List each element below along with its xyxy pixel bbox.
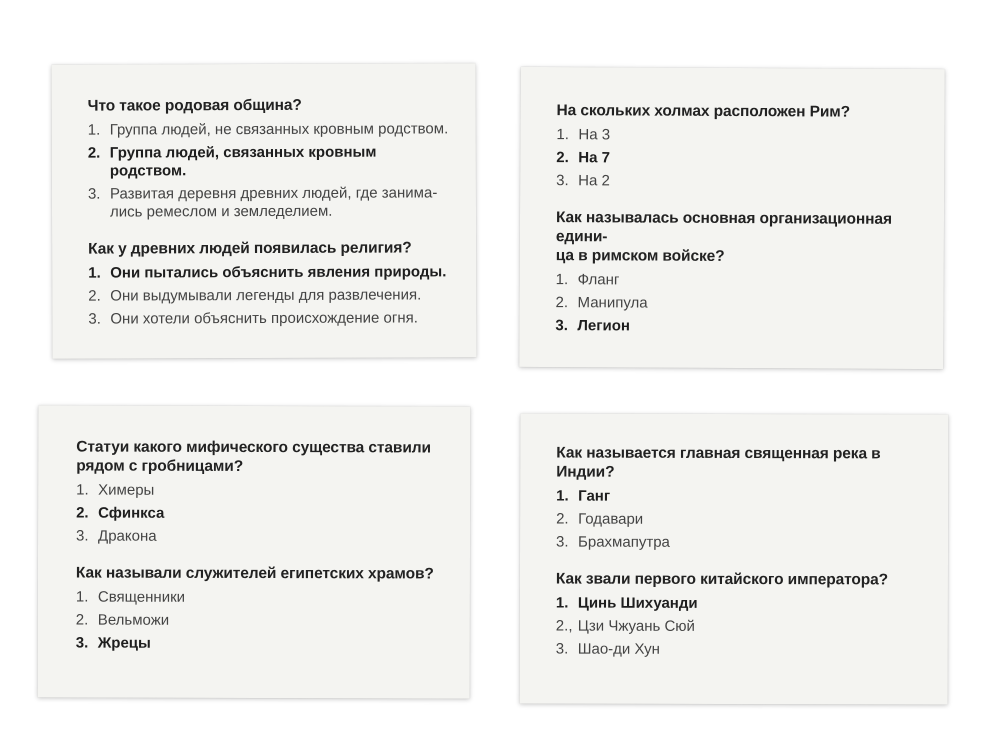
answer-text: Развитая деревня древних людей, где занима- лись ремеслом и земледелием.: [109, 184, 438, 221]
answer-number: 3.: [556, 172, 569, 190]
answer-text: Цзи Чжуань Сюй: [577, 617, 695, 635]
answer-list: [555, 271, 923, 337]
answer-option: [556, 534, 928, 553]
answer-number: 2.: [88, 287, 101, 305]
answer-number: 2.,: [555, 617, 573, 635]
answer-number: 3.: [88, 310, 101, 328]
answer-text: Ганг: [578, 487, 611, 505]
answer-number: 1.: [75, 588, 89, 606]
question-text: На скольких холмах расположен Рим?: [556, 102, 851, 121]
question-text: Как называли служителей египетских храмов?: [75, 564, 434, 583]
answer-text: На 3: [578, 126, 611, 144]
answer-number: 1.: [556, 126, 569, 144]
answer-text: Легион: [577, 317, 631, 335]
answer-list: [88, 263, 456, 328]
answer-option: [76, 589, 450, 608]
question-text: Как у древних людей появилась религия?: [88, 239, 412, 258]
question-block: [88, 238, 456, 328]
answer-option-correct: [555, 317, 923, 337]
answer-option-correct: [556, 149, 924, 169]
answer-option: [556, 294, 924, 314]
answer-text: Они выдумывали легенды для развлечения.: [110, 286, 422, 305]
answer-text: Они хотели объяснить происхождение огня.: [110, 309, 418, 328]
question-block: [556, 101, 924, 192]
question-block: [76, 438, 450, 547]
answer-number: 3.: [556, 533, 569, 551]
answer-option: [88, 184, 456, 221]
question-text: Как называется главная священная река в Индии?: [556, 444, 881, 481]
answer-option: [556, 271, 924, 291]
answer-number: 2.: [75, 611, 89, 629]
answer-number: 1.: [555, 594, 569, 612]
quiz-card-2: [519, 67, 945, 369]
answer-text: Сфинкса: [98, 504, 165, 522]
answer-option: [556, 126, 924, 146]
question-text: Статуи какого мифического существа ставили рядом с гробницами?: [76, 438, 431, 475]
question-text: Что такое родовая община?: [87, 96, 302, 115]
answer-option: [556, 172, 924, 192]
answer-number: 2.: [556, 149, 569, 167]
answer-number: 1.: [76, 481, 89, 499]
answer-number: 2.: [555, 294, 569, 312]
answer-list: [556, 488, 928, 553]
answer-text: Манипула: [577, 294, 648, 312]
question-block: [88, 95, 456, 221]
answer-text: На 2: [578, 172, 610, 190]
answer-number: 3.: [555, 640, 569, 658]
answer-option: [76, 612, 450, 631]
answer-text: Годавари: [578, 510, 644, 528]
answer-number: 3.: [87, 185, 101, 203]
answer-option: [556, 511, 928, 530]
answer-text: Группа людей, не связанных кровным родством.: [109, 120, 449, 139]
answer-number: 3.: [75, 634, 89, 652]
answer-text: Группа людей, связанных кровным родством.: [109, 143, 377, 180]
answer-number: 2.: [76, 504, 89, 522]
answer-option-correct: [88, 143, 456, 180]
answer-number: 3.: [555, 317, 568, 335]
question-block: [555, 208, 924, 337]
answer-option-correct: [556, 595, 928, 614]
quiz-card-3: [38, 405, 471, 698]
answer-text: На 7: [578, 149, 611, 167]
answer-number: 3.: [76, 527, 89, 545]
answer-option: [76, 482, 450, 501]
answer-number: 1.: [555, 271, 569, 289]
answer-text: Священники: [97, 588, 186, 606]
question-block: [556, 444, 928, 553]
answer-text: Цинь Шихуанди: [577, 594, 698, 612]
answer-list: [556, 595, 928, 660]
answer-list: [76, 589, 450, 654]
answer-text: Фланг: [577, 271, 620, 289]
question-block: [556, 570, 928, 660]
answer-number: 2.: [556, 510, 569, 528]
answer-text: Химеры: [98, 481, 155, 499]
answer-option: [556, 618, 928, 637]
answer-option: [88, 309, 456, 328]
answer-option-correct: [556, 488, 928, 507]
answer-number: 1.: [556, 487, 569, 505]
quiz-card-4: [520, 413, 949, 704]
question-text: Как звали первого китайского императора?: [555, 570, 889, 589]
question-text: Как называлась основная организационная едини- ца в римском войске?: [555, 209, 892, 265]
answer-option: [556, 641, 928, 660]
answer-option: [88, 120, 456, 139]
answer-option: [88, 286, 456, 305]
answer-option-correct: [76, 635, 450, 654]
answer-text: Дракона: [98, 527, 157, 545]
answer-text: Шао-ди Хун: [577, 640, 660, 658]
quiz-card-1: [51, 63, 476, 358]
answer-option: [76, 528, 450, 547]
answer-list: [88, 120, 456, 221]
answer-list: [76, 482, 450, 547]
answer-list: [556, 126, 924, 192]
answer-text: Жрецы: [97, 634, 151, 652]
answer-text: Они пытались объяснить явления природы.: [110, 263, 447, 282]
answer-number: 2.: [87, 144, 101, 162]
answer-text: Брахмапутра: [578, 533, 670, 551]
answer-number: 1.: [87, 121, 101, 139]
answer-option-correct: [76, 505, 450, 524]
answer-option-correct: [88, 263, 456, 282]
question-block: [76, 564, 450, 654]
answer-number: 1.: [88, 264, 101, 282]
answer-text: Вельможи: [97, 611, 170, 629]
